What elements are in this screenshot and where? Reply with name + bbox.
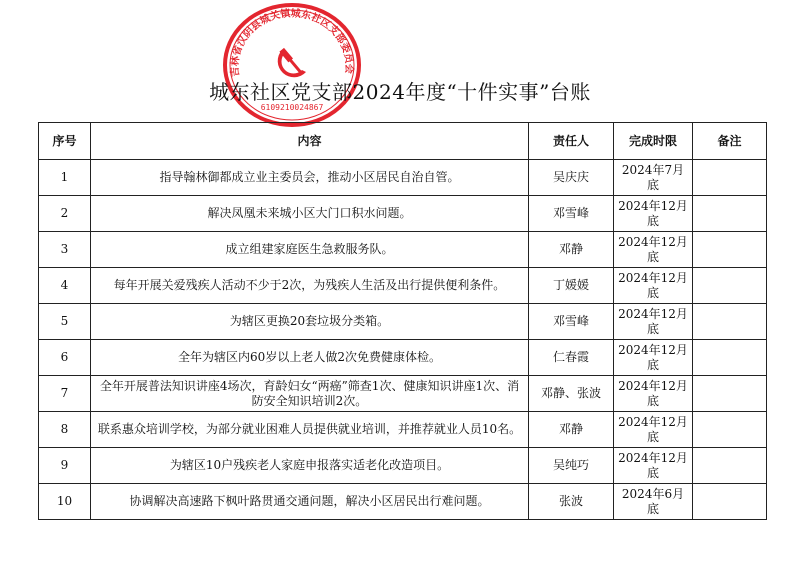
cell-owner: 邓雪峰 <box>529 304 614 340</box>
header-content: 内容 <box>91 123 529 160</box>
cell-no: 3 <box>39 232 91 268</box>
cell-note <box>693 484 767 520</box>
cell-no: 1 <box>39 160 91 196</box>
header-note: 备注 <box>693 123 767 160</box>
cell-content: 为辖区10户残疾老人家庭申报落实适老化改造项目。 <box>91 448 529 484</box>
svg-text:吉林省汉阴县城关镇城东社区支部委员会 <box>228 6 356 77</box>
cell-owner: 吴纯巧 <box>529 448 614 484</box>
header-owner: 责任人 <box>529 123 614 160</box>
table-row <box>39 196 767 232</box>
ledger-table <box>38 122 767 520</box>
cell-owner: 邓静、张波 <box>529 376 614 412</box>
cell-note <box>693 376 767 412</box>
cell-owner: 邓静 <box>529 232 614 268</box>
table-row <box>39 232 767 268</box>
cell-time: 2024年12月底 <box>614 196 693 232</box>
cell-no: 2 <box>39 196 91 232</box>
table-row <box>39 412 767 448</box>
cell-note <box>693 412 767 448</box>
cell-content: 每年开展关爱残疾人活动不少于2次，为残疾人生活及出行提供便利条件。 <box>91 268 529 304</box>
cell-note <box>693 448 767 484</box>
cell-note <box>693 232 767 268</box>
cell-owner: 吴庆庆 <box>529 160 614 196</box>
cell-owner: 仁春霞 <box>529 340 614 376</box>
cell-time: 2024年12月底 <box>614 304 693 340</box>
cell-owner: 邓雪峰 <box>529 196 614 232</box>
cell-no: 9 <box>39 448 91 484</box>
cell-time: 2024年7月底 <box>614 160 693 196</box>
cell-time: 2024年12月底 <box>614 268 693 304</box>
official-seal <box>222 2 362 128</box>
cell-owner: 邓静 <box>529 412 614 448</box>
cell-time: 2024年12月底 <box>614 412 693 448</box>
cell-no: 4 <box>39 268 91 304</box>
cell-content: 全年为辖区内60岁以上老人做2次免费健康体检。 <box>91 340 529 376</box>
cell-no: 8 <box>39 412 91 448</box>
table-header-row <box>39 123 767 160</box>
page-title: 城东社区党支部2024年度“十件实事”台账 <box>209 80 591 104</box>
cell-no: 10 <box>39 484 91 520</box>
table-row <box>39 160 767 196</box>
header-time: 完成时限 <box>614 123 693 160</box>
cell-content: 成立组建家庭医生急救服务队。 <box>91 232 529 268</box>
cell-time: 2024年12月底 <box>614 376 693 412</box>
table-row <box>39 340 767 376</box>
cell-time: 2024年12月底 <box>614 340 693 376</box>
cell-note <box>693 196 767 232</box>
cell-note <box>693 268 767 304</box>
cell-owner: 张波 <box>529 484 614 520</box>
cell-no: 6 <box>39 340 91 376</box>
cell-note <box>693 304 767 340</box>
table-row <box>39 448 767 484</box>
cell-note <box>693 160 767 196</box>
cell-time: 2024年6月底 <box>614 484 693 520</box>
cell-content: 解决凤凰未来城小区大门口积水问题。 <box>91 196 529 232</box>
cell-note <box>693 340 767 376</box>
cell-no: 5 <box>39 304 91 340</box>
seal-ring-text: 吉林省汉阴县城关镇城东社区支部委员会 <box>229 8 355 78</box>
cell-time: 2024年12月底 <box>614 232 693 268</box>
table-row <box>39 268 767 304</box>
cell-time: 2024年12月底 <box>614 448 693 484</box>
table-row <box>39 304 767 340</box>
header-no: 序号 <box>39 123 91 160</box>
cell-content: 为辖区更换20套垃圾分类箱。 <box>91 304 529 340</box>
table-row <box>39 484 767 520</box>
cell-content: 联系惠众培训学校，为部分就业困难人员提供就业培训，并推荐就业人员10名。 <box>91 412 529 448</box>
seal-number-text: 6109210024867 <box>260 103 324 112</box>
table-row <box>39 376 767 412</box>
cell-content: 全年开展普法知识讲座4场次，育龄妇女“两癌”筛查1次、健康知识讲座1次、消防安全知识培训2次。 <box>91 376 529 412</box>
cell-no: 7 <box>39 376 91 412</box>
cell-content: 协调解决高速路下枫叶路贯通交通问题，解决小区居民出行难问题。 <box>91 484 529 520</box>
cell-content: 指导翰林御都成立业主委员会，推动小区居民自治自管。 <box>91 160 529 196</box>
cell-owner: 丁媛媛 <box>529 268 614 304</box>
